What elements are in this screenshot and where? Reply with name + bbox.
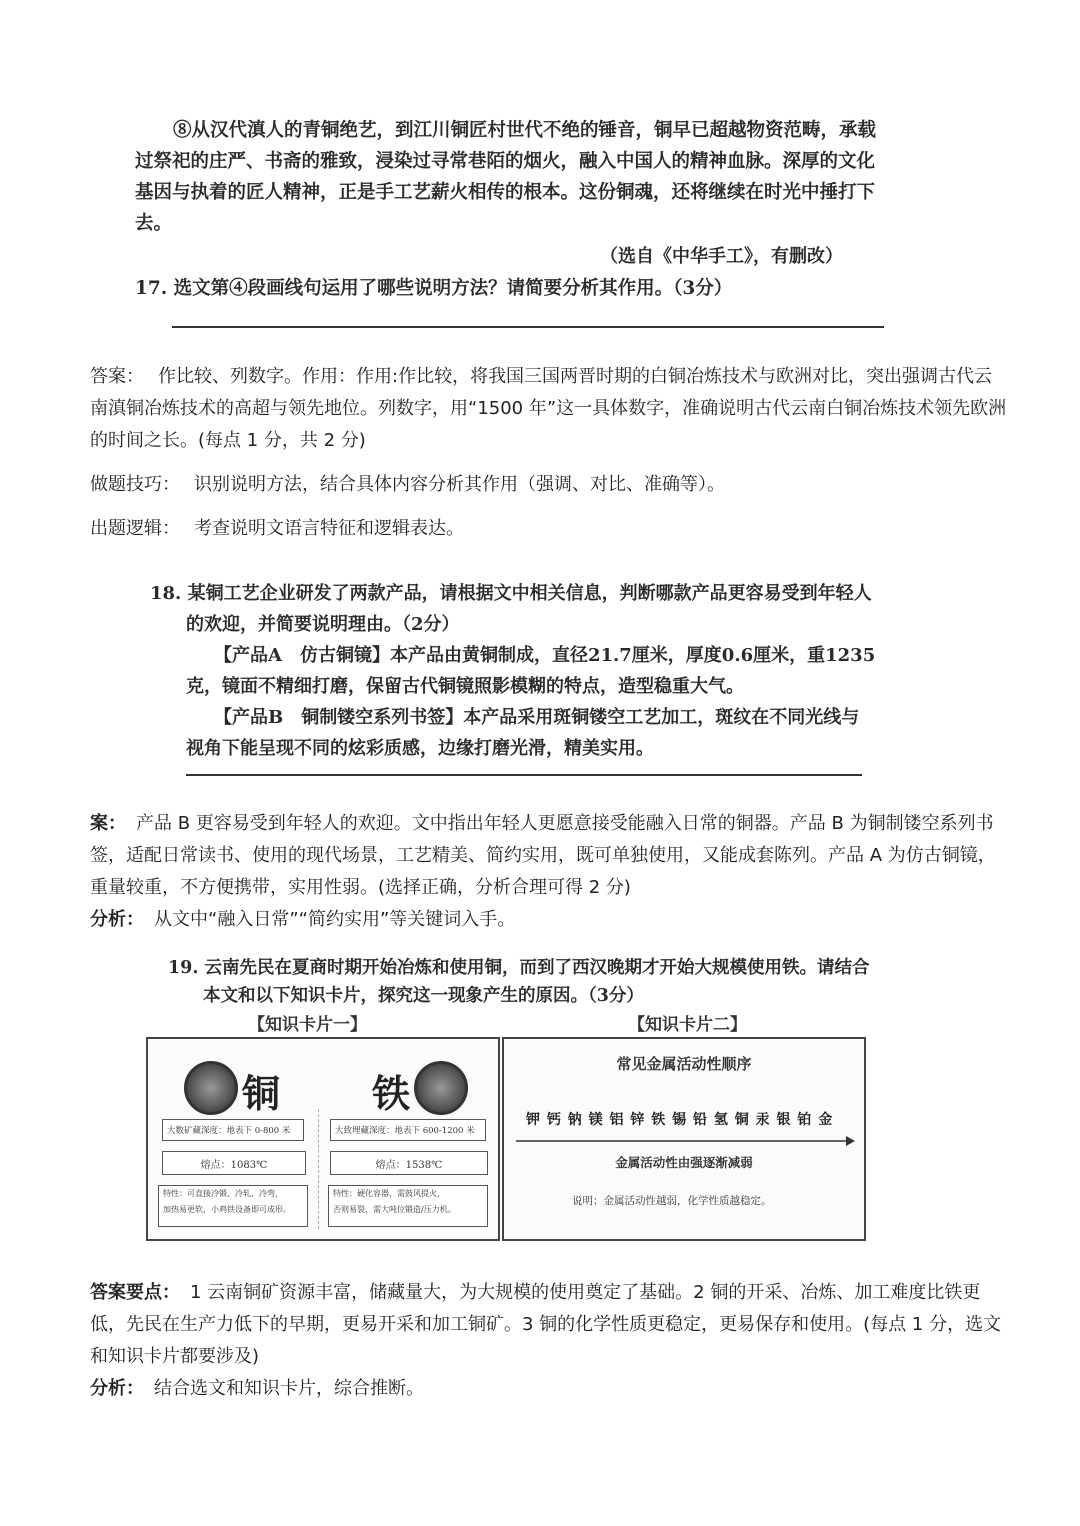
iron-melting-point: 熔点：1538℃: [330, 1151, 488, 1175]
iron-label: 铁: [372, 1071, 411, 1116]
question-19-line1: 19. 云南先民在夏商时期开始冶炼和使用铜，而到了西汉晚期才开始大规模使用铁。请结合: [168, 958, 870, 978]
para8-line: 去。: [135, 213, 173, 234]
tip-label: 做题技巧：: [90, 474, 180, 495]
copper-feature: 特性：可直接冷锻、冷轧、冷弯， 加热易更软，小鸡铁设备即可成形。: [158, 1185, 308, 1227]
activity-series: 钾 钙 钠 镁 铝 锌 铁 锡 铅 氢 铜 汞 银 铂 金: [526, 1112, 834, 1128]
q18-line: 18. 某铜工艺企业研发了两款产品，请根据文中相关信息，判断哪款产品更容易受到年轻人: [150, 583, 872, 604]
q18-line: 克，镜面不精细打磨，保留古代铜镜照影模糊的特点，造型稳重大气。: [186, 676, 744, 697]
answer-label: 案：: [90, 813, 126, 834]
answer-17-block: [90, 361, 1010, 545]
q18-line: 【产品A 仿古铜镜】本产品由黄铜制成，直径21.7厘米，厚度0.6厘米，重1235: [214, 645, 876, 666]
q18-line: 【产品B 铜制镂空系列书签】本产品采用斑铜镂空工艺加工，斑纹在不同光线与: [214, 707, 860, 728]
card-1-title: 【知识卡片一】: [248, 1015, 367, 1035]
source-note: （选自《中华手工》，有删改）: [600, 246, 843, 267]
activity-trend: 金属活动性由强逐渐减弱: [615, 1155, 753, 1170]
logic-text: 出题逻辑： 考查说明文语言特征和逻辑表达。: [90, 518, 464, 539]
question-17: 17. 选文第④段画线句运用了哪些说明方法？请简要分析其作用。（3分）: [135, 278, 733, 299]
analysis-19: 分析： 结合选文和知识卡片，综合推断。: [90, 1378, 424, 1399]
para8-line: ⑧从汉代滇人的青铜绝艺，到江川铜匠村世代不绝的锤音，铜早已超越物资范畴，承载: [173, 120, 877, 141]
knowledge-card-1: [146, 1037, 500, 1241]
card-2-heading: 常见金属活动性顺序: [616, 1055, 752, 1073]
copper-melting-point: 熔点：1083℃: [162, 1151, 306, 1175]
iron-depth: 大致埋藏深度：地表下 600-1200 米: [330, 1119, 486, 1141]
arrow-right-icon: [516, 1135, 856, 1147]
card-divider: [318, 1109, 319, 1229]
logic-label: 出题逻辑：: [90, 518, 180, 539]
analysis-label: 分析：: [90, 909, 144, 930]
answer-19-text: 答案要点： 1 云南铜矿资源丰富，储藏量大，为大规模的使用奠定了基础。2 铜的开采、冶炼、加工难度比铁更低，先民在生产力低下的早期，更易开采和加工铜矿。3 铜的化学性质更稳定，更易保存和使用。(每点 1 分，选文和知识卡片都要涉及): [90, 1282, 1002, 1367]
question-18: [150, 578, 890, 764]
answer-18-text: 案： 产品 B 更容易受到年轻人的欢迎。文中指出年轻人更愿意接受能融入日常的铜器。产品 B 为铜制镂空系列书签，适配日常读书、使用的现代场景，工艺精美、简约实用，既可单独使用，又能成套陈列。产品 A 为仿古铜镜，重量较重，不方便携带，实用性弱。(选择正确，分析合理可得 2 分): [90, 813, 996, 898]
scan-paragraph-8: [135, 115, 895, 239]
iron-ore-icon: [414, 1061, 468, 1115]
q18-line: 视角下能呈现不同的炫彩质感，边缘打磨光滑，精美实用。: [186, 738, 654, 759]
q18-line: 的欢迎，并简要说明理由。（2分）: [186, 614, 460, 635]
question-19-line2: 本文和以下知识卡片，探究这一现象产生的原因。（3分）: [203, 986, 644, 1006]
answer-18-block: [90, 808, 1010, 936]
iron-feature: 特性：硬化容器，需鼓风提火， 否则易裂，需大吨位锻造/压力机。: [328, 1185, 488, 1227]
para8-line: 基因与执着的匠人精神，正是手工艺薪火相传的根本。这份铜魂，还将继续在时光中捶打下: [135, 182, 876, 203]
para8-line: 过祭祀的庄严、书斋的雅致，浸染过寻常巷陌的烟火，融入中国人的精神血脉。深厚的文化: [135, 151, 876, 172]
answer-19-block: [90, 1277, 1010, 1405]
analysis-label: 分析：: [90, 1378, 144, 1399]
copper-depth: 大数矿藏深度：地表下 0-800 米: [162, 1119, 304, 1141]
card-2-title: 【知识卡片二】: [628, 1015, 747, 1035]
card-2-note: 说明：金属活动性越弱，化学性质越稳定。: [572, 1195, 772, 1207]
answer-label: 答案要点：: [90, 1282, 180, 1303]
copper-label: 铜: [242, 1071, 281, 1116]
tip-text: 做题技巧： 识别说明方法，结合具体内容分析其作用（强调、对比、准确等）。: [90, 474, 725, 495]
copper-ore-icon: [184, 1061, 238, 1115]
knowledge-card-2: [502, 1037, 866, 1241]
analysis-18: 分析： 从文中“融入日常”“简约实用”等关键词入手。: [90, 909, 516, 930]
answer-line: [186, 774, 862, 776]
answer-label: 答案：: [90, 366, 144, 387]
answer-line: [172, 326, 884, 328]
answer-17-text: 答案： 作比较、列数字。作用：作用:作比较，将我国三国两晋时期的白铜冶炼技术与欧洲对比，突出强调古代云南滇铜冶炼技术的高超与领先地位。列数字，用“1500 年”这一具体数字，准确说明古代云南白铜冶炼技术领先欧洲的时间之长。(每点 1 分，共 2 分): [90, 366, 1007, 451]
